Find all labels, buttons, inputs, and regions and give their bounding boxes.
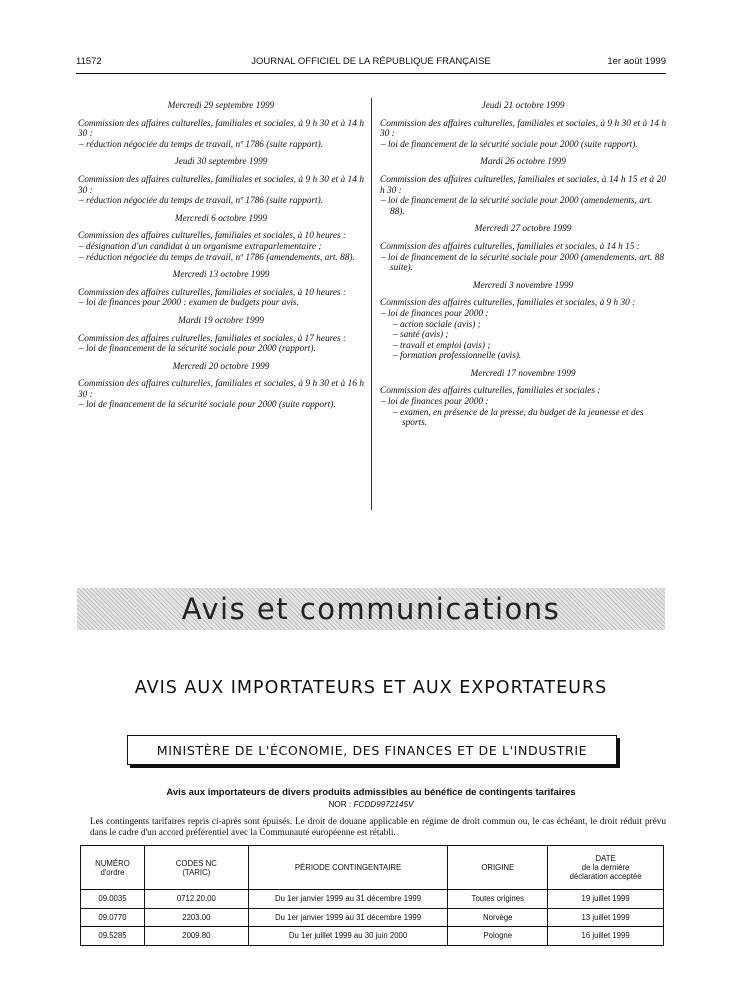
notice-intro: Les contingents tarifaires repris ci-après sont épuisés. Le droit de douane applicable en régime de droit commun ou, le cas échéant, le droit réduit prévu dans le cadre d'un accord préférentiel avec la Communauté européenne est rétabli. — [90, 817, 666, 838]
agenda-session — [78, 270, 364, 309]
ministry-box — [127, 735, 617, 765]
agenda-item: – loi de finances pour 2000 : examen de budgets pour avis. — [79, 298, 299, 309]
table-row — [81, 890, 664, 909]
agenda-subitem: – action sociale (avis) ; — [393, 319, 481, 330]
session-date: Mercredi 3 novembre 1999 — [472, 280, 574, 291]
table-cell: Du 1er janvier 1999 au 31 décembre 1999 — [248, 908, 448, 927]
session-date: Mardi 19 octobre 1999 — [178, 315, 264, 326]
table-cell: 09.5285 — [81, 927, 145, 946]
table-body — [81, 890, 664, 946]
agenda-item: – réduction négociée du temps de travail, nº 1786 (suite rapport). — [79, 196, 324, 207]
agenda-item: – loi de financement de la sécurité sociale pour 2000 (amendements, art. 88). — [381, 196, 653, 217]
agenda-session — [78, 316, 364, 355]
session-date: Mercredi 29 septembre 1999 — [167, 101, 275, 111]
agenda-session — [78, 362, 364, 411]
column-header: NUMÉRO d'ordre — [81, 846, 145, 890]
agenda-session — [380, 157, 666, 217]
agenda-item: – réduction négociée du temps de travail, nº 1786 (amendements, art. 88). — [79, 252, 355, 263]
column-header: ORIGINE — [448, 846, 548, 890]
nor-reference — [76, 800, 666, 809]
quota-table — [80, 845, 664, 946]
agenda-item: – loi de financement de la sécurité sociale pour 2000 (amendements, art. 88 suite). — [381, 252, 664, 274]
session-commission: Commission des affaires culturelles, familiales et sociales, à 17 heures : — [78, 333, 347, 344]
session-commission: Commission des affaires culturelles, familiales et sociales, à 10 heures : — [78, 231, 347, 242]
page-header — [76, 56, 666, 70]
agenda-session — [380, 101, 666, 150]
table-cell: Toutes origines — [448, 890, 548, 909]
agenda-session — [78, 101, 364, 150]
session-date: Jeudi 30 septembre 1999 — [174, 157, 268, 168]
session-commission: Commission des affaires culturelles, familiales et sociales, à 9 h 30 et à 14 h 30 : — [380, 118, 666, 140]
session-date: Mercredi 20 octobre 1999 — [172, 361, 270, 372]
agenda-session — [78, 214, 364, 263]
table-cell: 13 juillet 1999 — [548, 908, 664, 927]
right-agenda-column — [380, 101, 666, 436]
banner-title: Avis et communications — [181, 592, 561, 626]
agenda-subitem: – examen, en présence de la presse, du budget de la jeunesse et des sports. — [393, 407, 644, 429]
agenda-item: – loi de financement de la sécurité sociale pour 2000 (rapport). — [79, 344, 316, 355]
left-agenda-column — [78, 101, 364, 418]
table-cell: Pologne — [448, 927, 548, 946]
table-cell: 19 juillet 1999 — [548, 890, 664, 909]
column-divider — [371, 98, 372, 510]
table-cell: Norvège — [448, 908, 548, 927]
session-date: Mercredi 13 octobre 1999 — [172, 270, 270, 281]
section-title: AVIS AUX IMPORTATEURS ET AUX EXPORTATEURS — [134, 678, 608, 698]
session-commission: Commission des affaires culturelles, familiales et sociales, à 10 heures : — [78, 287, 347, 298]
agenda-item: – loi de financement de la sécurité sociale pour 2000 (suite rapport). — [79, 400, 336, 411]
agenda-item: – loi de financement de la sécurité sociale pour 2000 (suite rapport). — [381, 139, 638, 150]
agenda-session — [78, 157, 364, 206]
agenda-subitem: – travail et emploi (avis) ; — [393, 340, 491, 351]
table-row — [81, 908, 664, 927]
session-date: Mardi 26 octobre 1999 — [480, 157, 566, 168]
agenda-session — [380, 281, 666, 362]
table-cell: 2009.80 — [144, 927, 248, 946]
agenda-item: – loi de finances pour 2000 : — [381, 308, 489, 319]
table-row — [81, 927, 664, 946]
header-rule — [76, 73, 666, 74]
journal-title: JOURNAL OFFICIEL DE LA RÉPUBLIQUE FRANÇAISE — [251, 56, 491, 67]
table-cell: 09.0770 — [81, 908, 145, 927]
agenda-item: – réduction négociée du temps de travail, nº 1786 (suite rapport). — [79, 139, 324, 150]
session-date: Mercredi 27 octobre 1999 — [474, 224, 572, 235]
session-commission: Commission des affaires culturelles, familiales et sociales, à 14 h 15 et à 20 h 30 : — [380, 174, 666, 196]
table-cell: 09.0035 — [81, 890, 145, 909]
table-cell: 16 juillet 1999 — [548, 927, 664, 946]
table-header-row — [81, 846, 664, 890]
column-header: CODES NC (TARIC) — [144, 846, 248, 890]
table-cell: 0712.20.00 — [144, 890, 248, 909]
agenda-item: – loi de finances pour 2000 : — [381, 397, 489, 408]
nor-code: FCDD9972145V — [353, 800, 414, 809]
table-cell: 2203.00 — [144, 908, 248, 927]
session-date: Jeudi 21 octobre 1999 — [481, 101, 565, 111]
agenda-subitem: – santé (avis) ; — [393, 330, 449, 341]
notice-title: Avis aux importateurs de divers produits admissibles au bénéfice de contingents tarifaires — [166, 787, 576, 798]
agenda-session — [380, 224, 666, 273]
session-commission: Commission des affaires culturelles, familiales et sociales, à 9 h 30 : — [380, 298, 636, 309]
ministry-name: MINISTÈRE DE L'ÉCONOMIE, DES FINANCES ET DE L'INDUSTRIE — [156, 742, 588, 758]
section-banner — [77, 588, 665, 630]
table-cell: Du 1er juillet 1999 au 30 juin 2000 — [248, 927, 448, 946]
session-date: Mercredi 6 octobre 1999 — [174, 213, 268, 224]
session-commission: Commission des affaires culturelles, familiales et sociales, à 14 h 15 : — [380, 241, 640, 252]
table-cell: Du 1er janvier 1999 au 31 décembre 1999 — [248, 890, 448, 909]
session-commission: Commission des affaires culturelles, familiales et sociales, à 9 h 30 et à 16 h 30 : — [78, 379, 364, 400]
session-commission: Commission des affaires culturelles, familiales et sociales, à 9 h 30 et à 14 h 30 : — [78, 118, 364, 140]
session-commission: Commission des affaires culturelles, familiales et sociales : — [380, 386, 601, 397]
issue-date: 1er août 1999 — [607, 56, 666, 67]
agenda-item: – désignation d'un candidat à un organisme extraparlementaire ; — [79, 241, 322, 252]
session-commission: Commission des affaires culturelles, familiales et sociales, à 9 h 30 et à 14 h 30 : — [78, 174, 364, 196]
column-header: PÉRIODE CONTINGENTAIRE — [248, 846, 448, 890]
agenda-session — [380, 369, 666, 429]
page-number: 11572 — [76, 56, 102, 67]
nor-label: NOR : — [328, 800, 352, 809]
session-date: Mercredi 17 novembre 1999 — [470, 368, 576, 379]
column-header: DATE de la dernière déclaration acceptée — [548, 846, 664, 890]
agenda-subitem: – formation professionnelle (avis). — [393, 351, 522, 362]
